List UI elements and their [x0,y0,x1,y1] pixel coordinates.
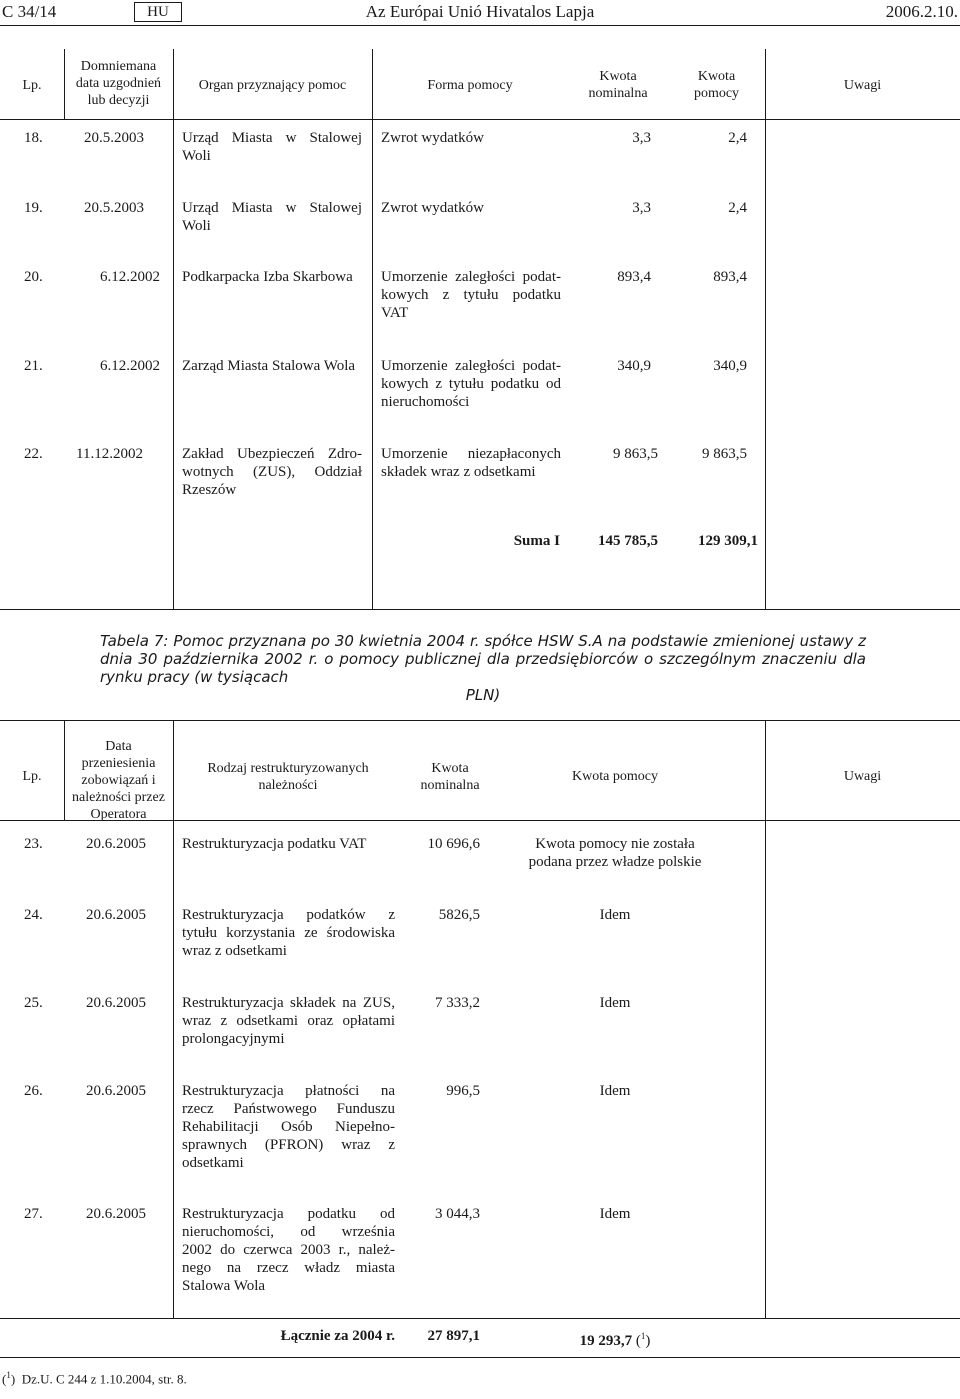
row-lp: 23. [24,836,43,852]
row-lp: 24. [24,907,43,923]
row-rodzaj: Restrukturyzacja płatności na rzecz Państwowego Funduszu Rehabilitacji Osób Niepełno- sprawnych (PFRON) wraz z odsetkami [182,1083,395,1171]
footnote-ref: 1 [640,1331,646,1341]
row-kwota-nominalna: 3 044,3 [435,1206,480,1222]
page-header [0,0,960,24]
journal-title: Az Európai Unió Hivatalos Lapja [365,2,595,21]
row-kwota-nominalna: 3,3 [632,200,651,216]
row-date: 20.5.2003 [84,200,144,216]
row-organ: Zakład Ubezpieczeń Zdro- wotnych (ZUS), Oddział Rzeszów [182,446,362,498]
col-header-kwota-nominalna: Kwota nominalna [420,761,480,793]
table2-total-rule [0,1357,960,1358]
row-kwota-pomocy: Idem [599,995,631,1011]
row-forma: Umorzenie zaległości podat- kowych z tytułu podatku od nieruchomości [381,358,561,410]
row-lp: 21. [24,358,43,374]
row-lp: 20. [24,269,43,285]
footnote-marker: 1 [6,1370,11,1380]
row-date: 20.6.2005 [86,1083,146,1099]
row-rodzaj: Restrukturyzacja składek na ZUS, wraz z odsetkami oraz opłatami prolongacyjnymi [182,995,395,1047]
table2-col-divider [173,720,174,1318]
col-header-organ: Organ przyznający pomoc [198,78,347,93]
col-header-forma: Forma pomocy [427,78,513,93]
row-organ: Urząd Miasta w Stalowej Woli [182,130,362,164]
row-kwota-nominalna: 9 863,5 [613,446,658,462]
sum-kwota-nominalna: 145 785,5 [598,533,658,549]
col-header-lp: Lp. [22,769,42,784]
row-lp: 25. [24,995,43,1011]
row-kwota-pomocy: 2,4 [728,130,747,146]
row-kwota-pomocy: 2,4 [728,200,747,216]
row-kwota-nominalna: 340,9 [617,358,651,374]
row-kwota-nominalna: 10 696,6 [427,836,480,852]
row-date: 20.6.2005 [86,995,146,1011]
row-organ: Zarząd Miasta Stalowa Wola [182,358,356,374]
col-header-date: Domniemana data uzgodnień lub decyzji [75,59,162,108]
row-kwota-pomocy: 9 863,5 [702,446,747,462]
row-lp: 18. [24,130,43,146]
table2-bottom-rule [0,1318,960,1319]
row-date: 6.12.2002 [100,358,160,374]
col-header-lp: Lp. [22,78,42,93]
row-kwota-pomocy: 340,9 [713,358,747,374]
row-date: 20.6.2005 [86,1206,146,1222]
table1-col-divider [765,49,766,609]
row-forma: Umorzenie zaległości podat- kowych z tytułu podatku VAT [381,269,561,321]
table1-col-divider [372,49,373,609]
header-rule [0,25,960,26]
col-header-rodzaj: Rodzaj restrukturyzowanych należności [207,761,369,793]
row-date: 20.6.2005 [86,907,146,923]
table1-bottom-rule [0,609,960,610]
row-kwota-pomocy: 893,4 [713,269,747,285]
col-header-data-przeniesienia: Data przeniesienia zobowiązań i należności przez Operatora [72,739,165,822]
row-rodzaj: Restrukturyzacja podatków z tytułu korzystania ze środowiska wraz z odsetkami [182,907,395,959]
row-forma: Zwrot wydatków [381,130,484,146]
row-lp: 27. [24,1206,43,1222]
total-label: Łącznie za 2004 r. [280,1328,395,1344]
col-header-uwagi: Uwagi [843,769,882,784]
row-kwota-pomocy: Kwota pomocy nie została podana przez władze polskie [528,836,702,870]
col-header-kwota-pomocy: Kwota pomocy [693,69,740,101]
sum-label: Suma I [513,533,560,549]
row-organ: Podkarpacka Izba Skarbowa [182,269,353,285]
col-header-kwota-nominalna: Kwota nominalna [588,69,648,101]
row-kwota-pomocy: Idem [599,1083,631,1099]
table-7-caption: Tabela 7: Pomoc przyznana po 30 kwietnia 2004 r. spółce HSW S.A na podstawie zmienionej ustawy z dnia 30 października 2002 r. o pomocy publicznej dla przedsiębiorców o szczególnym znaczeniu dla rynku pracy (w tysiącach PLN) [100,632,866,704]
publication-date: 2006.2.10. [885,2,958,21]
table1-header-rule [0,119,960,120]
row-lp: 22. [24,446,43,462]
row-forma: Zwrot wydatków [381,200,484,216]
language-code-box: HU [134,2,182,22]
footnote-text: Dz.U. C 244 z 1.10.2004, str. 8. [21,1371,187,1387]
total-kwota-pomocy: 19 293,7 ($^1$) [579,1331,651,1349]
row-rodzaj: Restrukturyzacja podatku VAT [182,836,367,852]
footnote: ($^1$) Dz.U. C 244 z 1.10.2004, str. 8. [2,1370,187,1387]
row-rodzaj: Restrukturyzacja podatku od nieruchomości, od września 2002 do czerwca 2003 r., należ- nego na rzecz władz miasta Stalowa Wola [182,1206,395,1294]
row-kwota-nominalna: 3,3 [632,130,651,146]
row-kwota-nominalna: 5826,5 [438,907,480,923]
page-reference: C 34/14 [2,2,57,21]
col-header-kwota-pomocy: Kwota pomocy [572,769,658,784]
total-kwota-nominalna: 27 897,1 [427,1328,480,1344]
row-kwota-nominalna: 7 333,2 [435,995,480,1011]
row-date: 20.5.2003 [84,130,144,146]
row-organ: Urząd Miasta w Stalowej Woli [182,200,362,234]
col-header-uwagi: Uwagi [843,78,882,93]
row-date: 11.12.2002 [76,446,143,462]
row-forma: Umorzenie niezapłaconych składek wraz z odsetkami [381,446,561,480]
sum-kwota-pomocy: 129 309,1 [698,533,758,549]
table2-col-divider [765,720,766,1318]
row-kwota-pomocy: Idem [599,907,631,923]
row-lp: 26. [24,1083,43,1099]
row-kwota-nominalna: 893,4 [617,269,651,285]
table2-top-rule [0,720,960,721]
row-kwota-nominalna: 996,5 [446,1083,480,1099]
row-date: 20.6.2005 [86,836,146,852]
row-lp: 19. [24,200,43,216]
table1-col-divider [173,49,174,609]
row-kwota-pomocy: Idem [599,1206,631,1222]
row-date: 6.12.2002 [100,269,160,285]
